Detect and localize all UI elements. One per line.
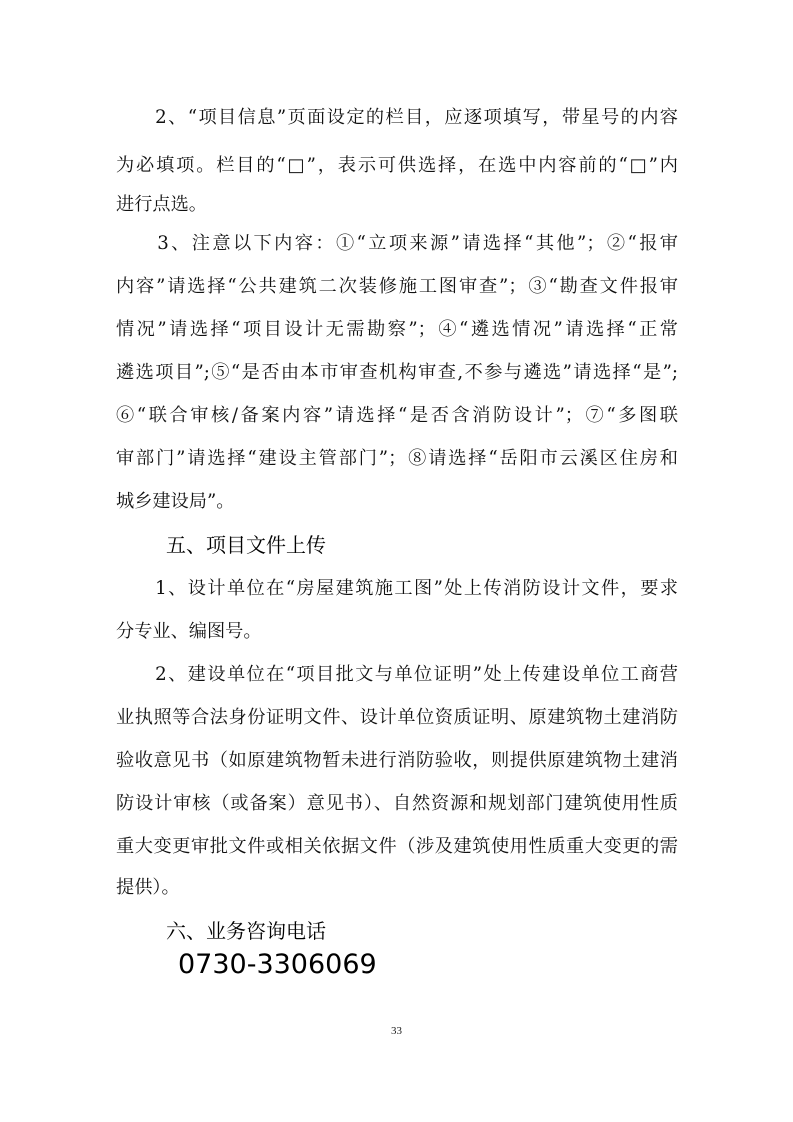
paragraph-line: 防设计审核（或备案）意见书）、自然资源和规划部门建筑使用性质 bbox=[116, 793, 678, 814]
paragraph-line: 2、“项目信息”页面设定的栏目，应逐项填写，带星号的内容 bbox=[116, 107, 678, 128]
paragraph-line: 验收意见书（如原建筑物暂未进行消防验收，则提供原建筑物土建消 bbox=[116, 750, 678, 771]
paragraph-line: 1、设计单位在“房屋建筑施工图”处上传消防设计文件，要求 bbox=[116, 578, 678, 599]
paragraph-line: 分专业、编图号。 bbox=[116, 621, 262, 642]
paragraph-line: 重大变更审批文件或相关依据文件（涉及建筑使用性质重大变更的需 bbox=[116, 836, 678, 857]
section-heading: 六、业务咨询电话 bbox=[166, 919, 326, 943]
paragraph-line: 进行点选。 bbox=[116, 194, 207, 215]
page-number: 33 bbox=[391, 1025, 402, 1037]
paragraph-line: 3、注意以下内容：①“立项来源”请选择“其他”；②“报审 bbox=[116, 233, 678, 254]
paragraph-line: 业执照等合法身份证明文件、设计单位资质证明、原建筑物土建消防 bbox=[116, 707, 678, 728]
paragraph-line: 城乡建设局”。 bbox=[116, 491, 235, 512]
paragraph-line: 提供）。 bbox=[116, 877, 180, 898]
section-heading: 五、项目文件上传 bbox=[166, 533, 326, 557]
paragraph-line: 遴选项目”;⑤“是否由本市审查机构审查,不参与遴选”请选择“是”; bbox=[116, 362, 678, 383]
phone-number: 0730-3306069 bbox=[178, 949, 377, 980]
paragraph-line: 2、建设单位在“项目批文与单位证明”处上传建设单位工商营 bbox=[116, 664, 678, 685]
paragraph-line: 为必填项。栏目的“□”，表示可供选择，在选中内容前的“□”内 bbox=[116, 155, 678, 176]
paragraph-line: 审部门”请选择“建设主管部门”；⑧请选择“岳阳市云溪区住房和 bbox=[116, 448, 678, 469]
paragraph-line: ⑥“联合审核/备案内容”请选择“是否含消防设计”；⑦“多图联 bbox=[116, 405, 678, 426]
paragraph-line: 内容”请选择“公共建筑二次装修施工图审查”；③“勘查文件报审 bbox=[116, 276, 678, 297]
paragraph-line: 情况”请选择“项目设计无需勘察”；④“遴选情况”请选择“正常 bbox=[116, 319, 678, 340]
